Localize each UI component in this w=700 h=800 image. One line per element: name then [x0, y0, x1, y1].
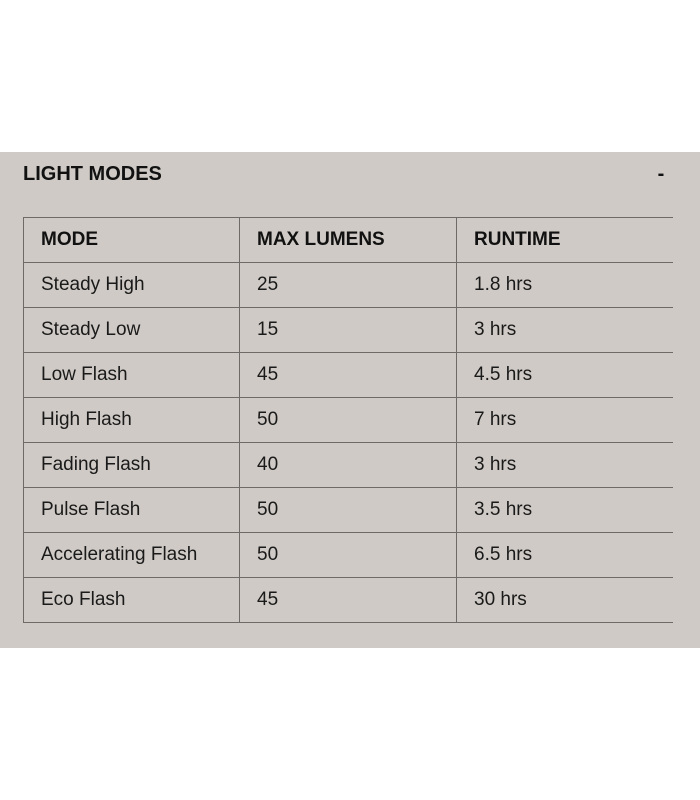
runtime-cell: 7 hrs — [457, 398, 673, 443]
runtime-cell: 4.5 hrs — [457, 353, 673, 398]
max-lumens-cell: 45 — [240, 578, 457, 623]
table-row — [24, 488, 673, 533]
mode-cell: Pulse Flash — [24, 488, 240, 533]
panel-header[interactable] — [0, 152, 700, 198]
runtime-cell: 3 hrs — [457, 443, 673, 488]
max-lumens-cell: 15 — [240, 308, 457, 353]
mode-cell: Accelerating Flash — [24, 533, 240, 578]
column-header-max-lumens: MAX LUMENS — [240, 218, 457, 263]
max-lumens-cell: 50 — [240, 533, 457, 578]
runtime-cell: 1.8 hrs — [457, 263, 673, 308]
max-lumens-cell: 50 — [240, 488, 457, 533]
mode-cell: High Flash — [24, 398, 240, 443]
column-header-runtime: RUNTIME — [457, 218, 673, 263]
table-row — [24, 533, 673, 578]
table-row — [24, 443, 673, 488]
mode-cell: Steady Low — [24, 308, 240, 353]
runtime-cell: 3.5 hrs — [457, 488, 673, 533]
mode-cell: Low Flash — [24, 353, 240, 398]
max-lumens-cell: 40 — [240, 443, 457, 488]
table-row — [24, 353, 673, 398]
light-modes-table — [23, 217, 673, 623]
mode-cell: Steady High — [24, 263, 240, 308]
runtime-cell: 6.5 hrs — [457, 533, 673, 578]
table-row — [24, 398, 673, 443]
column-header-mode: MODE — [24, 218, 240, 263]
table-row — [24, 578, 673, 623]
max-lumens-cell: 45 — [240, 353, 457, 398]
light-modes-panel — [0, 152, 700, 648]
panel-title: LIGHT MODES — [23, 163, 162, 185]
max-lumens-cell: 50 — [240, 398, 457, 443]
max-lumens-cell: 25 — [240, 263, 457, 308]
runtime-cell: 30 hrs — [457, 578, 673, 623]
runtime-cell: 3 hrs — [457, 308, 673, 353]
collapse-toggle-button[interactable]: - — [657, 163, 665, 185]
mode-cell: Eco Flash — [24, 578, 240, 623]
mode-cell: Fading Flash — [24, 443, 240, 488]
table-row — [24, 263, 673, 308]
table-header-row — [24, 218, 673, 263]
table-row — [24, 308, 673, 353]
